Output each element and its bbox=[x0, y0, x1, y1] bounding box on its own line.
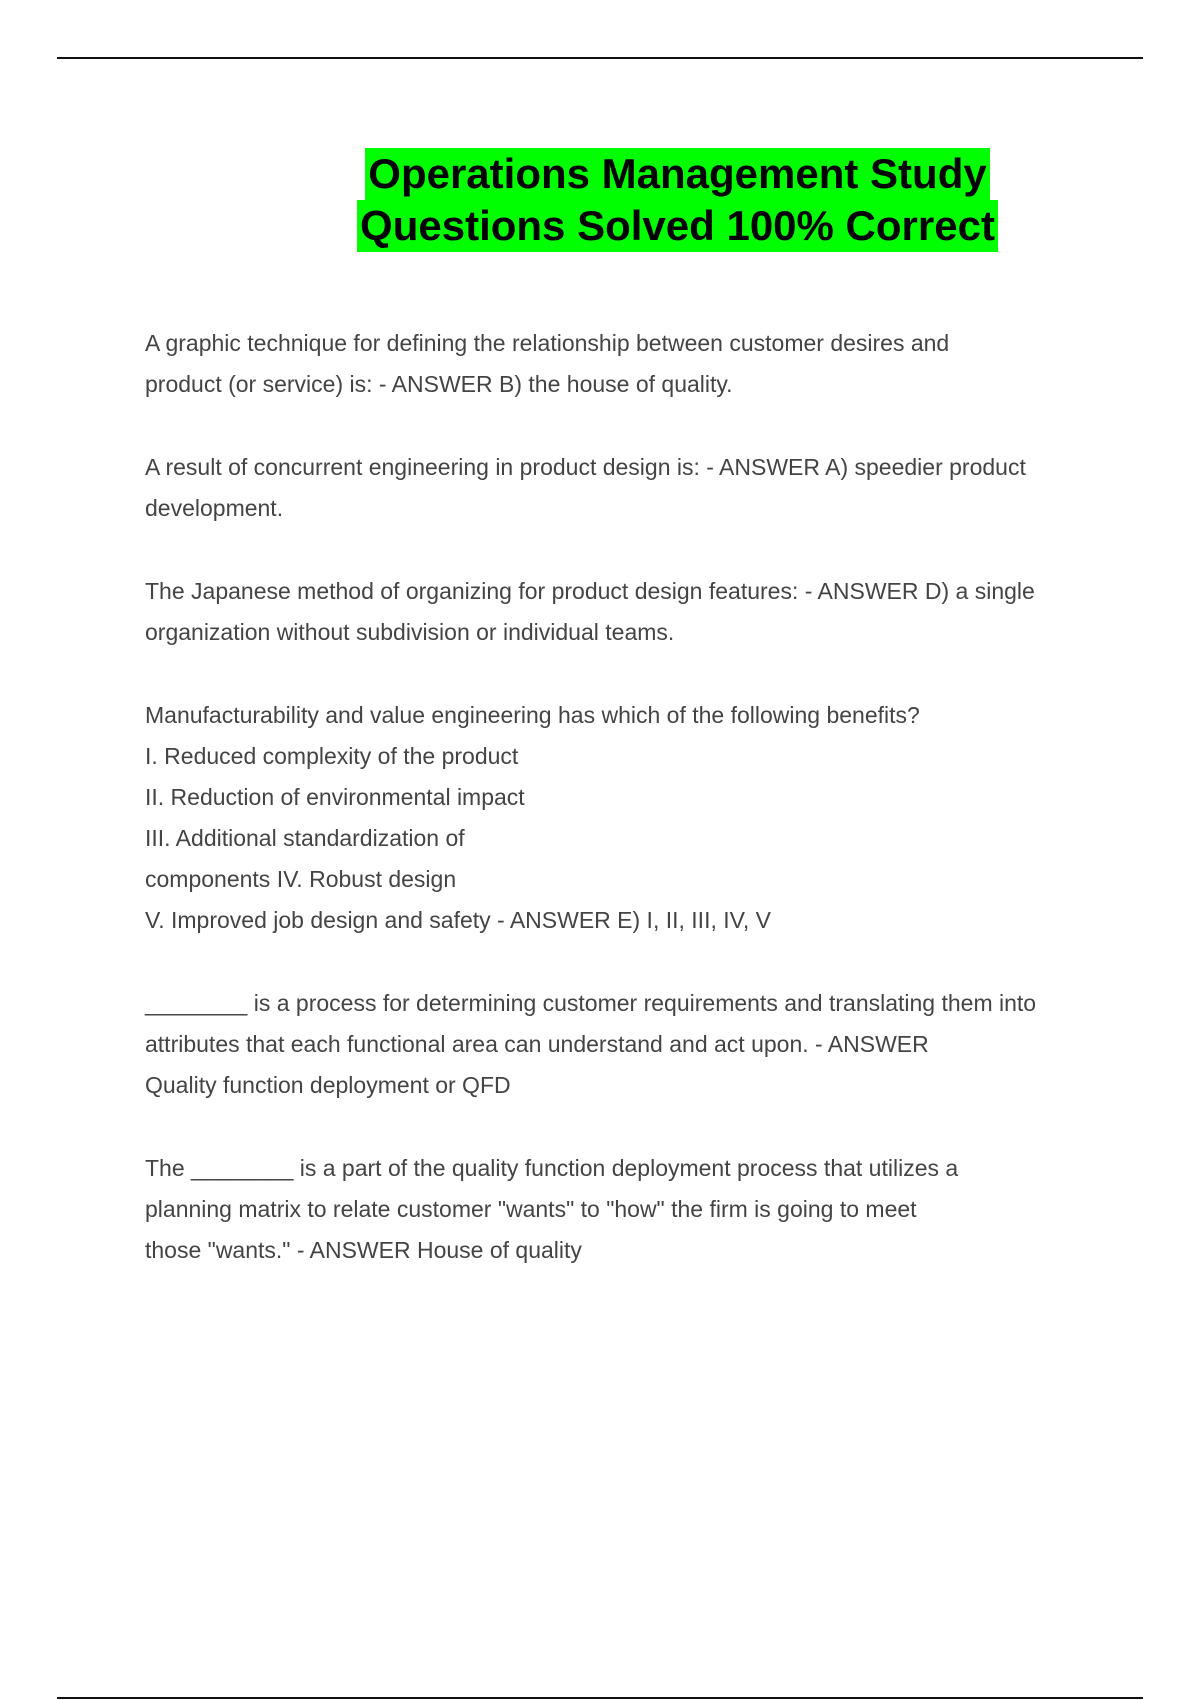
qa-line: A graphic technique for defining the relationship between customer desires and bbox=[145, 330, 950, 356]
document-title bbox=[0, 148, 1200, 252]
qa-item bbox=[145, 571, 1095, 653]
qa-line: components IV. Robust design bbox=[145, 866, 457, 892]
qa-line: planning matrix to relate customer "wants" to "how" the firm is going to meet bbox=[145, 1196, 917, 1222]
qa-line: organization without subdivision or individual teams. bbox=[145, 619, 675, 645]
qa-line: ________ is a process for determining customer requirements and translating them into bbox=[145, 990, 1037, 1016]
qa-item bbox=[145, 695, 1095, 941]
qa-line: product (or service) is: - ANSWER B) the house of quality. bbox=[145, 371, 733, 397]
qa-item bbox=[145, 323, 1095, 405]
qa-line: Manufacturability and value engineering has which of the following benefits? bbox=[145, 702, 920, 728]
qa-line: V. Improved job design and safety - ANSWER E) I, II, III, IV, V bbox=[145, 907, 771, 933]
qa-line: The ________ is a part of the quality function deployment process that utilizes a bbox=[145, 1155, 959, 1181]
qa-line: The Japanese method of organizing for product design features: - ANSWER D) a single bbox=[145, 578, 1035, 604]
header-rule bbox=[57, 57, 1143, 59]
qa-line: development. bbox=[145, 495, 284, 521]
qa-line: A result of concurrent engineering in product design is: - ANSWER A) speedier product bbox=[145, 454, 1026, 480]
qa-line: Quality function deployment or QFD bbox=[145, 1072, 511, 1098]
footer-rule bbox=[57, 1697, 1143, 1699]
qa-line: III. Additional standardization of bbox=[145, 825, 465, 851]
document-body bbox=[145, 323, 1095, 1313]
qa-line: I. Reduced complexity of the product bbox=[145, 743, 519, 769]
qa-item bbox=[145, 1148, 1095, 1271]
qa-line: those "wants." - ANSWER House of quality bbox=[145, 1237, 582, 1263]
qa-item bbox=[145, 447, 1095, 529]
title-line-1: Operations Management Study bbox=[365, 148, 989, 200]
title-line-2: Questions Solved 100% Correct bbox=[357, 200, 998, 252]
qa-line: II. Reduction of environmental impact bbox=[145, 784, 525, 810]
qa-item bbox=[145, 983, 1095, 1106]
qa-line: attributes that each functional area can understand and act upon. - ANSWER bbox=[145, 1031, 929, 1057]
